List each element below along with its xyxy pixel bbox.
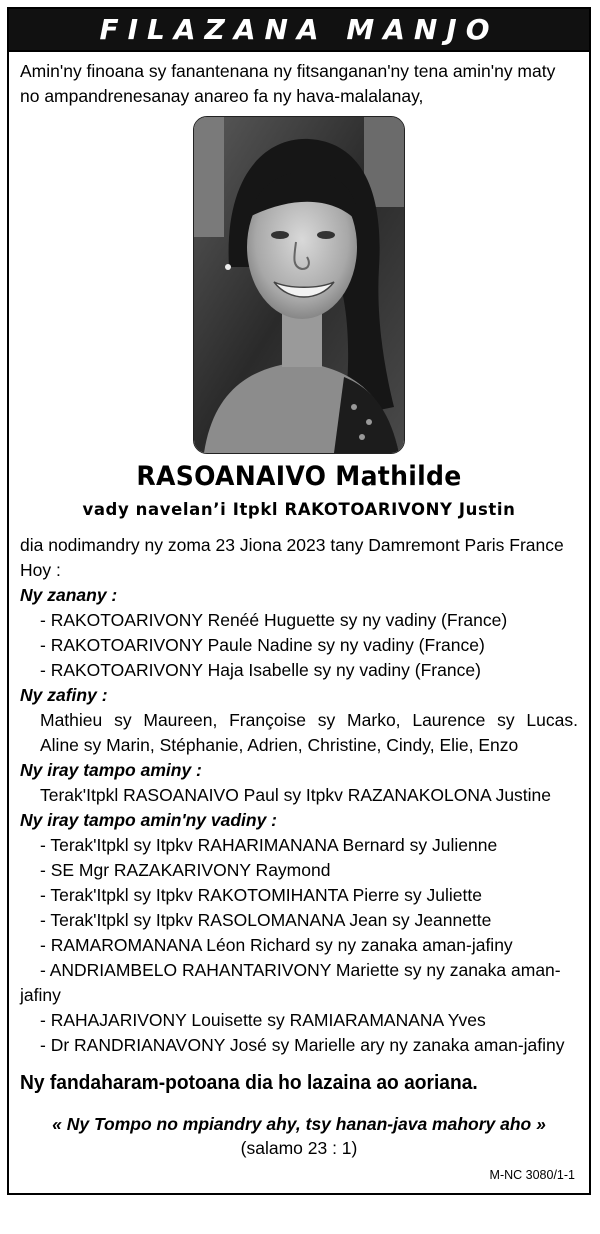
list-item: - ANDRIAMBELO RAHANTARIVONY Mariette sy ny zanaka aman-jafiny — [20, 960, 561, 1005]
announcement-line: dia nodimandry ny zoma 23 Jiona 2023 tany Damremont Paris France — [20, 535, 564, 555]
portrait-icon — [194, 117, 404, 453]
obituary-content — [9, 59, 589, 1160]
list-item: - RAMAROMANANA Léon Richard sy ny zanaka aman-jafiny — [40, 935, 513, 955]
list-item: - Terak'Itpkl sy Itpkv RASOLOMANANA Jean sy Jeannette — [40, 910, 492, 930]
psalm-reference: (salamo 23 : 1) — [240, 1138, 358, 1158]
header-bar — [9, 9, 589, 52]
siblings-line: Terak'Itpkl RASOANAIVO Paul sy Itpkv RAZANAKOLONA Justine — [40, 785, 552, 805]
announcement-hoy: Hoy : — [20, 560, 61, 580]
list-item: - Terak'Itpkl sy Itpkv RAHARIMANANA Bernard sy Julienne — [40, 835, 498, 855]
deceased-subtitle: vady navelan’i Itpkl RAKOTOARIVONY Justin — [82, 500, 516, 519]
portrait-photo — [193, 116, 405, 454]
children-heading: Ny zanany : — [20, 585, 118, 605]
list-item: - RAHAJARIVONY Louisette sy RAMIARAMANANA Yves — [40, 1010, 486, 1030]
intro-line: Amin'ny finoana sy fanantenana ny fitsanganan'ny tena amin'ny maty — [20, 61, 556, 81]
reference-code: M-NC 3080/1-1 — [489, 1168, 575, 1182]
header-title: FILAZANA MANJO — [99, 13, 499, 46]
list-item: - RAKOTOARIVONY Renéé Huguette sy ny vadiny (France) — [40, 610, 508, 630]
list-item: - RAKOTOARIVONY Paule Nadine sy ny vadiny (France) — [40, 635, 485, 655]
grandchildren-line: Mathieu sy Maureen, Françoise sy Marko, Laurence sy Lucas. — [40, 710, 578, 730]
list-item: - SE Mgr RAZAKARIVONY Raymond — [40, 860, 331, 880]
psalm-quote: « Ny Tompo no mpiandry ahy, tsy hanan-java mahory aho » — [52, 1114, 546, 1134]
closing-statement: Ny fandaharam-potoana dia ho lazaina ao aoriana. — [20, 1072, 478, 1094]
siblings-heading: Ny iray tampo aminy : — [20, 760, 202, 780]
intro-line: no ampandrenesanay anareo fa ny hava-malalanay, — [20, 86, 424, 106]
list-item: - Terak'Itpkl sy Itpkv RAKOTOMIHANTA Pierre sy Juliette — [40, 885, 482, 905]
grandchildren-line: Aline sy Marin, Stéphanie, Adrien, Christine, Cindy, Elie, Enzo — [40, 735, 519, 755]
grandchildren-heading: Ny zafiny : — [20, 685, 108, 705]
photo-container — [20, 116, 578, 454]
intro-text — [20, 59, 578, 109]
obituary-frame — [7, 7, 591, 1195]
spouse-siblings-heading: Ny iray tampo amin'ny vadiny : — [20, 810, 278, 830]
list-item: - RAKOTOARIVONY Haja Isabelle sy ny vadiny (France) — [40, 660, 481, 680]
deceased-name: RASOANAIVO Mathilde — [136, 461, 462, 492]
list-item: - Dr RANDRIANAVONY José sy Marielle ary ny zanaka aman-jafiny — [40, 1035, 565, 1055]
